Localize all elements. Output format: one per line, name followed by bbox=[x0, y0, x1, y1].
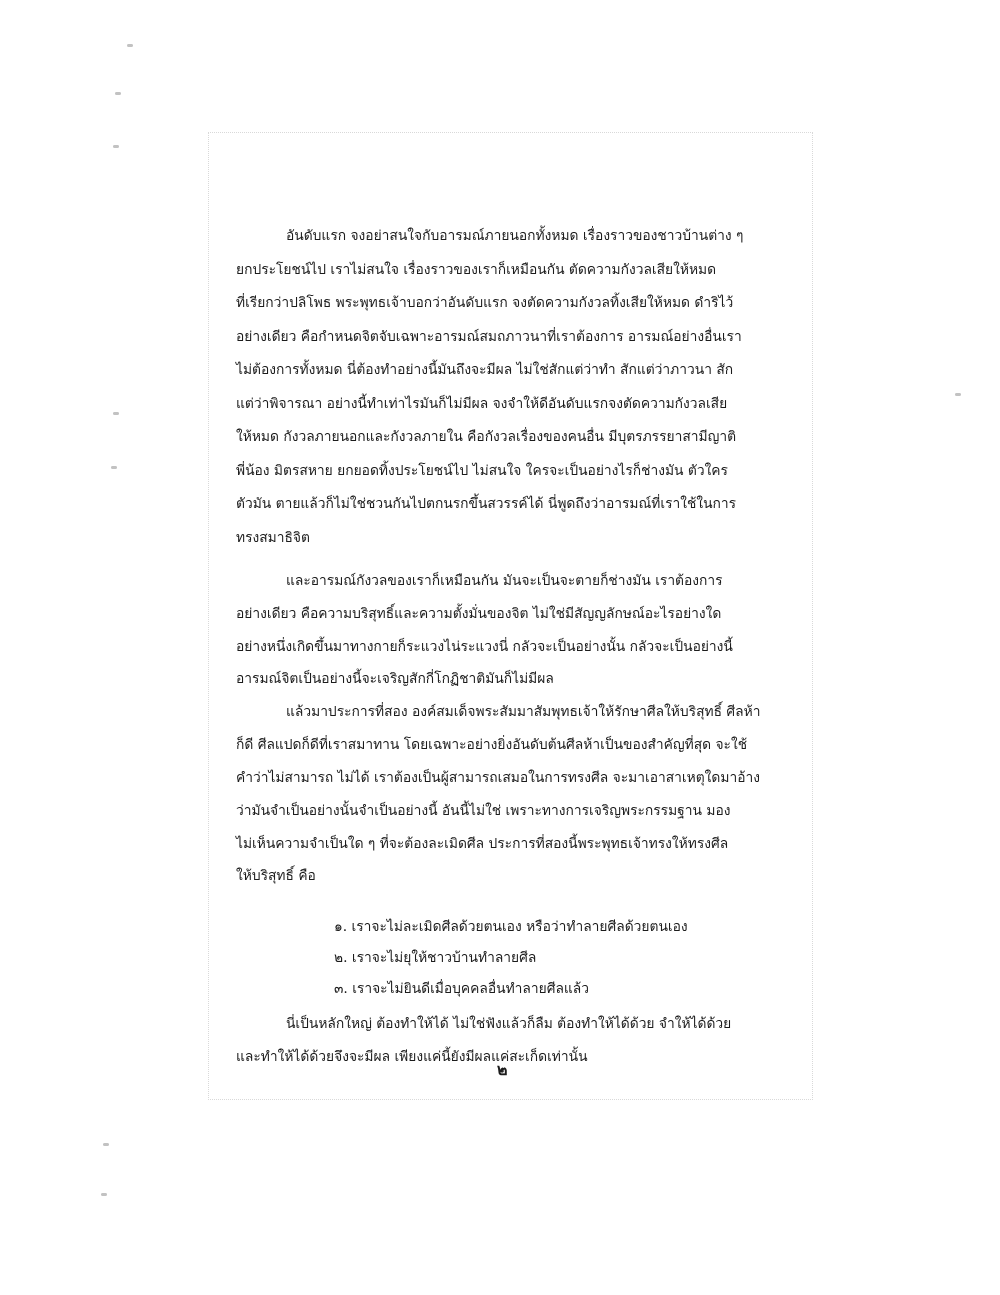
paragraph-4-line: และทำให้ได้ด้วยจึงจะมีผล เพียงแค่นี้ยังมีผลแค่สะเก็ดเท่านั้น bbox=[236, 1049, 588, 1065]
scan-speck bbox=[127, 44, 133, 47]
paragraph-1-line: แต่ว่าพิจารณา อย่างนี้ทำเท่าไรมันก็ไม่มีผล จงจำให้ดีอันดับแรกจงตัดความกังวลเสีย bbox=[236, 396, 728, 412]
list-item: ๒. เราจะไม่ยุให้ชาวบ้านทำลายศีล bbox=[334, 950, 537, 966]
paragraph-2-line: อารมณ์จิตเป็นอย่างนี้จะเจริญสักกี่โกฏิชาติมันก็ไม่มีผล bbox=[236, 671, 554, 687]
paragraph-1-line: ให้หมด กังวลภายนอกและกังวลภายใน คือกังวลเรื่องของคนอื่น มีบุตรภรรยาสามีญาติ bbox=[236, 429, 737, 445]
scan-speck bbox=[113, 145, 119, 148]
scan-speck bbox=[111, 466, 117, 469]
paragraph-1-line: ยกประโยชน์ไป เราไม่สนใจ เรื่องราวของเราก็เหมือนกัน ตัดความกังวลเสียให้หมด bbox=[236, 262, 717, 278]
scan-speck bbox=[115, 92, 121, 95]
paragraph-1-line: ทรงสมาธิจิต bbox=[236, 530, 310, 546]
scan-speck bbox=[113, 412, 119, 415]
list-item: ๓. เราจะไม่ยินดีเมื่อบุคคลอื่นทำลายศีลแล้ว bbox=[334, 981, 589, 997]
paragraph-2-line: อย่างเดียว คือความบริสุทธิ์และความตั้งมั่นของจิต ไม่ใช่มีสัญญลักษณ์อะไรอย่างใด bbox=[236, 606, 722, 622]
paragraph-3-line: ให้บริสุทธิ์ คือ bbox=[236, 868, 316, 884]
paragraph-1-line: อันดับแรก จงอย่าสนใจกับอารมณ์ภายนอกทั้งหมด เรื่องราวของชาวบ้านต่าง ๆ bbox=[286, 228, 744, 244]
paragraph-2-line: อย่างหนึ่งเกิดขึ้นมาทางกายก็ระแวงไน่ระแวงนี่ กลัวจะเป็นอย่างนั้น กลัวจะเป็นอย่างนี้ bbox=[236, 639, 733, 655]
paragraph-3-line: แล้วมาประการที่สอง องค์สมเด็จพระสัมมาสัมพุทธเจ้าให้รักษาศีลให้บริสุทธิ์ ศีลห้า bbox=[286, 704, 761, 720]
paragraph-1-line: พี่น้อง มิตรสหาย ยกยอดทิ้งประโยชน์ไป ไม่สนใจ ใครจะเป็นอย่างไรก็ช่างมัน ตัวใคร bbox=[236, 463, 728, 479]
scan-speck bbox=[103, 1143, 109, 1146]
paragraph-1-line: ไม่ต้องการทั้งหมด นี่ต้องทำอย่างนี้มันถึงจะมีผล ไม่ใช่สักแต่ว่าทำ สักแต่ว่าภาวนา สัก bbox=[236, 362, 734, 378]
paragraph-3-line: ก็ดี ศีลแปดก็ดีที่เราสมาทาน โดยเฉพาะอย่างยิ่งอันดับต้นศีลห้าเป็นของสำคัญที่สุด จะใช้ bbox=[236, 737, 748, 753]
paragraph-3-line: ไม่เห็นความจำเป็นใด ๆ ที่จะต้องละเมิดศีล ประการที่สองนี้พระพุทธเจ้าทรงให้ทรงศีล bbox=[236, 836, 729, 852]
paragraph-2-line: และอารมณ์กังวลของเราก็เหมือนกัน มันจะเป็นจะตายก็ช่างมัน เราต้องการ bbox=[286, 573, 723, 589]
paragraph-3-line: ว่ามันจำเป็นอย่างนั้นจำเป็นอย่างนี้ อันนี้ไม่ใช่ เพราะทางการเจริญพระกรรมฐาน มอง bbox=[236, 803, 731, 819]
page-number: ๒ bbox=[497, 1060, 508, 1079]
list-item: ๑. เราจะไม่ละเมิดศีลด้วยตนเอง หรือว่าทำลายศีลด้วยตนเอง bbox=[334, 919, 688, 935]
scan-speck bbox=[101, 1193, 107, 1196]
scan-speck bbox=[955, 393, 961, 396]
paragraph-1-line: อย่างเดียว คือกำหนดจิตจับเฉพาะอารมณ์สมถภาวนาที่เราต้องการ อารมณ์อย่างอื่นเรา bbox=[236, 329, 742, 345]
paragraph-3-line: คำว่าไม่สามารถ ไม่ได้ เราต้องเป็นผู้สามารถเสมอในการทรงศีล จะมาเอาสาเหตุใดมาอ้าง bbox=[236, 770, 760, 786]
paragraph-1-line: ตัวมัน ตายแล้วก็ไม่ใช่ชวนกันไปตกนรกขึ้นสวรรค์ได้ นี่พูดถึงว่าอารมณ์ที่เราใช้ในการ bbox=[236, 496, 737, 512]
paragraph-4-line: นี่เป็นหลักใหญ่ ต้องทำให้ได้ ไม่ใช่ฟังแล้วก็ลืม ต้องทำให้ได้ด้วย จำให้ได้ด้วย bbox=[286, 1016, 732, 1032]
paragraph-1-line: ที่เรียกว่าปลิโพธ พระพุทธเจ้าบอกว่าอันดับแรก จงตัดความกังวลทิ้งเสียให้หมด ดำริไว้ bbox=[236, 295, 734, 311]
